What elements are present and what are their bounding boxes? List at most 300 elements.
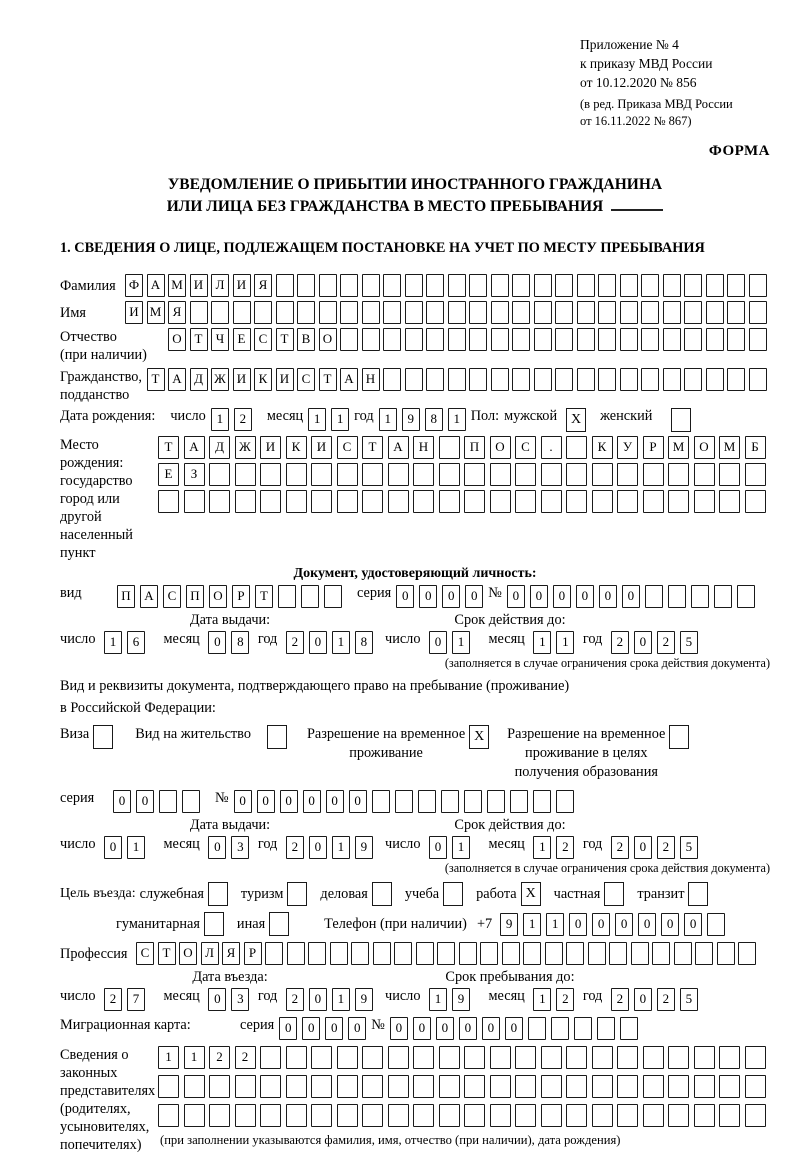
char-cell[interactable]: С (163, 585, 181, 608)
char-cell[interactable]: О (490, 436, 511, 459)
char-cell[interactable]: О (319, 328, 337, 351)
char-cell[interactable] (405, 301, 423, 324)
char-cell[interactable] (182, 790, 200, 813)
char-cell[interactable] (592, 1104, 613, 1127)
char-cell[interactable] (337, 463, 358, 486)
char-cell[interactable] (278, 585, 296, 608)
char-cell[interactable]: 0 (622, 585, 640, 608)
char-cell[interactable] (533, 790, 551, 813)
char-cell[interactable] (641, 328, 659, 351)
char-cell[interactable]: К (592, 436, 613, 459)
char-cell[interactable] (620, 1017, 638, 1040)
char-cell[interactable] (265, 942, 283, 965)
char-cell[interactable] (706, 368, 724, 391)
char-cell[interactable] (577, 301, 595, 324)
char-cell[interactable]: П (186, 585, 204, 608)
char-cell[interactable] (311, 463, 332, 486)
char-cell[interactable] (749, 368, 767, 391)
char-cell[interactable] (158, 490, 179, 513)
char-cell[interactable]: 2 (209, 1046, 230, 1069)
char-cell[interactable]: 0 (507, 585, 525, 608)
char-cell[interactable] (159, 790, 177, 813)
char-cell[interactable]: 6 (127, 631, 145, 654)
purpose-humanitarian-checkbox[interactable] (204, 912, 224, 936)
char-cell[interactable]: Т (158, 942, 176, 965)
char-cell[interactable]: Т (276, 328, 294, 351)
char-cell[interactable] (351, 942, 369, 965)
char-cell[interactable]: 1 (184, 1046, 205, 1069)
char-cell[interactable]: 0 (429, 631, 447, 654)
char-cell[interactable] (490, 1046, 511, 1069)
char-cell[interactable] (694, 1075, 715, 1098)
char-cell[interactable] (643, 463, 664, 486)
char-cell[interactable] (158, 1075, 179, 1098)
char-cell[interactable] (260, 1046, 281, 1069)
char-cell[interactable] (158, 1104, 179, 1127)
char-cell[interactable]: О (209, 585, 227, 608)
char-cell[interactable] (534, 274, 552, 297)
char-cell[interactable] (551, 1017, 569, 1040)
char-cell[interactable] (491, 274, 509, 297)
char-cell[interactable]: 1 (556, 631, 574, 654)
char-cell[interactable]: К (286, 436, 307, 459)
purpose-tourism-checkbox[interactable] (287, 882, 307, 906)
char-cell[interactable] (555, 368, 573, 391)
char-cell[interactable] (745, 1046, 766, 1069)
char-cell[interactable] (620, 274, 638, 297)
char-cell[interactable] (235, 1104, 256, 1127)
char-cell[interactable] (668, 463, 689, 486)
char-cell[interactable]: 2 (286, 836, 304, 859)
char-cell[interactable] (311, 1046, 332, 1069)
char-cell[interactable]: 1 (533, 836, 551, 859)
char-cell[interactable] (184, 1075, 205, 1098)
char-cell[interactable] (641, 301, 659, 324)
char-cell[interactable]: 9 (355, 836, 373, 859)
char-cell[interactable] (260, 1075, 281, 1098)
char-cell[interactable] (209, 490, 230, 513)
char-cell[interactable]: Н (413, 436, 434, 459)
char-cell[interactable] (515, 490, 536, 513)
gender-male-checkbox[interactable]: X (566, 408, 586, 432)
char-cell[interactable] (695, 942, 713, 965)
char-cell[interactable] (714, 585, 732, 608)
char-cell[interactable] (413, 1104, 434, 1127)
char-cell[interactable]: Е (233, 328, 251, 351)
char-cell[interactable]: У (617, 436, 638, 459)
char-cell[interactable] (330, 942, 348, 965)
char-cell[interactable]: 0 (208, 836, 226, 859)
char-cell[interactable] (464, 463, 485, 486)
char-cell[interactable]: И (276, 368, 294, 391)
char-cell[interactable]: 0 (396, 585, 414, 608)
char-cell[interactable] (448, 274, 466, 297)
char-cell[interactable] (383, 274, 401, 297)
char-cell[interactable] (464, 1104, 485, 1127)
char-cell[interactable]: 0 (592, 913, 610, 936)
char-cell[interactable] (577, 368, 595, 391)
char-cell[interactable] (491, 301, 509, 324)
char-cell[interactable] (439, 1075, 460, 1098)
char-cell[interactable] (598, 301, 616, 324)
char-cell[interactable] (235, 1075, 256, 1098)
char-cell[interactable] (260, 1104, 281, 1127)
char-cell[interactable] (439, 463, 460, 486)
char-cell[interactable]: 7 (127, 988, 145, 1011)
char-cell[interactable] (490, 490, 511, 513)
char-cell[interactable] (337, 1046, 358, 1069)
char-cell[interactable] (719, 463, 740, 486)
char-cell[interactable] (674, 942, 692, 965)
char-cell[interactable] (311, 1075, 332, 1098)
char-cell[interactable] (394, 942, 412, 965)
char-cell[interactable] (534, 328, 552, 351)
char-cell[interactable] (337, 1104, 358, 1127)
char-cell[interactable]: 0 (638, 913, 656, 936)
char-cell[interactable] (631, 942, 649, 965)
char-cell[interactable] (512, 368, 530, 391)
char-cell[interactable]: Ф (125, 274, 143, 297)
char-cell[interactable]: 1 (331, 408, 349, 431)
char-cell[interactable]: 0 (684, 913, 702, 936)
char-cell[interactable]: 0 (390, 1017, 408, 1040)
char-cell[interactable]: 0 (104, 836, 122, 859)
char-cell[interactable] (694, 490, 715, 513)
char-cell[interactable]: 0 (465, 585, 483, 608)
char-cell[interactable]: Л (211, 274, 229, 297)
char-cell[interactable] (426, 274, 444, 297)
char-cell[interactable]: 1 (523, 913, 541, 936)
char-cell[interactable]: С (297, 368, 315, 391)
char-cell[interactable]: О (168, 328, 186, 351)
char-cell[interactable] (319, 274, 337, 297)
char-cell[interactable]: 0 (279, 1017, 297, 1040)
char-cell[interactable] (287, 942, 305, 965)
char-cell[interactable] (597, 1017, 615, 1040)
char-cell[interactable] (727, 301, 745, 324)
char-cell[interactable]: 9 (452, 988, 470, 1011)
char-cell[interactable]: Р (643, 436, 664, 459)
char-cell[interactable] (745, 490, 766, 513)
char-cell[interactable] (534, 301, 552, 324)
char-cell[interactable] (437, 942, 455, 965)
char-cell[interactable] (643, 1046, 664, 1069)
char-cell[interactable]: 0 (349, 790, 367, 813)
char-cell[interactable] (555, 328, 573, 351)
char-cell[interactable] (491, 328, 509, 351)
char-cell[interactable] (439, 1046, 460, 1069)
char-cell[interactable]: И (233, 368, 251, 391)
char-cell[interactable] (617, 463, 638, 486)
char-cell[interactable]: А (140, 585, 158, 608)
char-cell[interactable]: Д (190, 368, 208, 391)
char-cell[interactable] (566, 1046, 587, 1069)
char-cell[interactable] (691, 585, 709, 608)
char-cell[interactable] (373, 942, 391, 965)
char-cell[interactable]: 0 (325, 1017, 343, 1040)
char-cell[interactable] (362, 463, 383, 486)
char-cell[interactable]: 0 (113, 790, 131, 813)
char-cell[interactable] (405, 274, 423, 297)
char-cell[interactable]: А (340, 368, 358, 391)
char-cell[interactable] (523, 942, 541, 965)
char-cell[interactable] (324, 585, 342, 608)
char-cell[interactable]: 0 (309, 631, 327, 654)
char-cell[interactable] (694, 1104, 715, 1127)
char-cell[interactable] (694, 463, 715, 486)
char-cell[interactable] (439, 1104, 460, 1127)
char-cell[interactable] (413, 490, 434, 513)
char-cell[interactable]: Ж (235, 436, 256, 459)
char-cell[interactable]: 8 (355, 631, 373, 654)
char-cell[interactable] (556, 790, 574, 813)
char-cell[interactable]: 0 (309, 988, 327, 1011)
char-cell[interactable] (362, 301, 380, 324)
char-cell[interactable]: 0 (280, 790, 298, 813)
char-cell[interactable] (727, 368, 745, 391)
char-cell[interactable]: 3 (231, 988, 249, 1011)
char-cell[interactable] (439, 490, 460, 513)
char-cell[interactable] (620, 368, 638, 391)
char-cell[interactable] (260, 490, 281, 513)
char-cell[interactable]: Л (201, 942, 219, 965)
char-cell[interactable]: 0 (429, 836, 447, 859)
char-cell[interactable] (413, 1046, 434, 1069)
char-cell[interactable]: И (260, 436, 281, 459)
char-cell[interactable] (448, 368, 466, 391)
char-cell[interactable] (413, 1075, 434, 1098)
char-cell[interactable] (749, 328, 767, 351)
char-cell[interactable]: 1 (104, 631, 122, 654)
char-cell[interactable] (388, 490, 409, 513)
char-cell[interactable] (745, 1075, 766, 1098)
char-cell[interactable] (308, 942, 326, 965)
char-cell[interactable]: М (719, 436, 740, 459)
char-cell[interactable] (592, 1075, 613, 1098)
char-cell[interactable] (592, 463, 613, 486)
char-cell[interactable]: Я (222, 942, 240, 965)
char-cell[interactable] (340, 274, 358, 297)
char-cell[interactable] (620, 301, 638, 324)
char-cell[interactable]: О (694, 436, 715, 459)
char-cell[interactable] (448, 328, 466, 351)
char-cell[interactable]: Т (362, 436, 383, 459)
purpose-work-checkbox[interactable]: X (521, 882, 541, 906)
char-cell[interactable] (426, 301, 444, 324)
purpose-study-checkbox[interactable] (443, 882, 463, 906)
char-cell[interactable]: 2 (657, 988, 675, 1011)
char-cell[interactable]: 0 (348, 1017, 366, 1040)
char-cell[interactable]: 2 (556, 836, 574, 859)
char-cell[interactable] (663, 368, 681, 391)
char-cell[interactable] (577, 328, 595, 351)
char-cell[interactable] (668, 1046, 689, 1069)
char-cell[interactable] (383, 328, 401, 351)
char-cell[interactable]: 1 (332, 631, 350, 654)
char-cell[interactable]: 0 (234, 790, 252, 813)
char-cell[interactable] (555, 301, 573, 324)
char-cell[interactable]: 3 (231, 836, 249, 859)
char-cell[interactable] (566, 1075, 587, 1098)
residence-permit-checkbox[interactable] (267, 725, 287, 749)
char-cell[interactable] (719, 1104, 740, 1127)
char-cell[interactable] (184, 490, 205, 513)
char-cell[interactable] (663, 274, 681, 297)
char-cell[interactable] (469, 368, 487, 391)
char-cell[interactable]: 1 (452, 836, 470, 859)
char-cell[interactable] (235, 463, 256, 486)
char-cell[interactable] (566, 436, 587, 459)
char-cell[interactable] (545, 942, 563, 965)
char-cell[interactable] (362, 1075, 383, 1098)
char-cell[interactable]: С (337, 436, 358, 459)
char-cell[interactable] (706, 301, 724, 324)
char-cell[interactable]: 2 (104, 988, 122, 1011)
char-cell[interactable] (480, 942, 498, 965)
char-cell[interactable]: 0 (505, 1017, 523, 1040)
char-cell[interactable] (598, 368, 616, 391)
char-cell[interactable] (233, 301, 251, 324)
char-cell[interactable] (684, 368, 702, 391)
char-cell[interactable] (340, 328, 358, 351)
char-cell[interactable] (719, 1075, 740, 1098)
char-cell[interactable] (598, 328, 616, 351)
char-cell[interactable]: 0 (136, 790, 154, 813)
char-cell[interactable] (598, 274, 616, 297)
purpose-private-checkbox[interactable] (604, 882, 624, 906)
char-cell[interactable] (620, 328, 638, 351)
char-cell[interactable] (592, 1046, 613, 1069)
purpose-transit-checkbox[interactable] (688, 882, 708, 906)
char-cell[interactable] (707, 913, 725, 936)
char-cell[interactable] (490, 1075, 511, 1098)
char-cell[interactable]: И (233, 274, 251, 297)
char-cell[interactable] (286, 490, 307, 513)
char-cell[interactable] (663, 328, 681, 351)
char-cell[interactable] (487, 790, 505, 813)
char-cell[interactable]: 2 (556, 988, 574, 1011)
char-cell[interactable] (510, 790, 528, 813)
char-cell[interactable]: В (297, 328, 315, 351)
char-cell[interactable] (541, 1104, 562, 1127)
char-cell[interactable]: 2 (286, 631, 304, 654)
char-cell[interactable] (405, 368, 423, 391)
char-cell[interactable] (749, 301, 767, 324)
char-cell[interactable]: И (311, 436, 332, 459)
char-cell[interactable] (555, 274, 573, 297)
char-cell[interactable] (337, 1075, 358, 1098)
char-cell[interactable] (719, 1046, 740, 1069)
char-cell[interactable]: 5 (680, 631, 698, 654)
char-cell[interactable] (235, 490, 256, 513)
char-cell[interactable] (276, 274, 294, 297)
char-cell[interactable]: А (388, 436, 409, 459)
char-cell[interactable]: 1 (127, 836, 145, 859)
char-cell[interactable] (706, 328, 724, 351)
char-cell[interactable] (448, 301, 466, 324)
char-cell[interactable]: 2 (657, 836, 675, 859)
char-cell[interactable] (362, 274, 380, 297)
char-cell[interactable]: 0 (326, 790, 344, 813)
char-cell[interactable]: Т (158, 436, 179, 459)
char-cell[interactable]: 2 (611, 988, 629, 1011)
char-cell[interactable]: Р (232, 585, 250, 608)
char-cell[interactable] (301, 585, 319, 608)
char-cell[interactable] (668, 585, 686, 608)
char-cell[interactable] (574, 1017, 592, 1040)
char-cell[interactable] (727, 274, 745, 297)
char-cell[interactable]: 0 (302, 1017, 320, 1040)
char-cell[interactable] (588, 942, 606, 965)
char-cell[interactable]: 0 (208, 988, 226, 1011)
char-cell[interactable]: 9 (355, 988, 373, 1011)
char-cell[interactable]: 1 (448, 408, 466, 431)
visa-checkbox[interactable] (93, 725, 113, 749)
char-cell[interactable]: 0 (576, 585, 594, 608)
char-cell[interactable] (490, 463, 511, 486)
char-cell[interactable] (684, 328, 702, 351)
char-cell[interactable] (362, 1104, 383, 1127)
char-cell[interactable] (566, 490, 587, 513)
char-cell[interactable] (388, 463, 409, 486)
char-cell[interactable] (512, 301, 530, 324)
char-cell[interactable] (464, 490, 485, 513)
char-cell[interactable]: 0 (482, 1017, 500, 1040)
temp-residence-checkbox[interactable]: X (469, 725, 489, 749)
char-cell[interactable] (541, 1046, 562, 1069)
char-cell[interactable] (617, 1104, 638, 1127)
char-cell[interactable] (362, 490, 383, 513)
char-cell[interactable] (643, 1104, 664, 1127)
char-cell[interactable] (566, 1104, 587, 1127)
char-cell[interactable]: 1 (452, 631, 470, 654)
char-cell[interactable]: С (136, 942, 154, 965)
char-cell[interactable]: О (179, 942, 197, 965)
char-cell[interactable] (645, 585, 663, 608)
char-cell[interactable] (490, 1104, 511, 1127)
char-cell[interactable]: Т (190, 328, 208, 351)
char-cell[interactable]: Ч (211, 328, 229, 351)
char-cell[interactable]: 1 (158, 1046, 179, 1069)
char-cell[interactable] (388, 1046, 409, 1069)
char-cell[interactable] (286, 1104, 307, 1127)
char-cell[interactable] (541, 1075, 562, 1098)
char-cell[interactable] (694, 1046, 715, 1069)
char-cell[interactable]: 0 (303, 790, 321, 813)
char-cell[interactable] (641, 368, 659, 391)
char-cell[interactable] (209, 1075, 230, 1098)
char-cell[interactable]: С (515, 436, 536, 459)
char-cell[interactable]: Я (168, 301, 186, 324)
char-cell[interactable]: 5 (680, 988, 698, 1011)
char-cell[interactable]: М (147, 301, 165, 324)
char-cell[interactable] (405, 328, 423, 351)
char-cell[interactable]: 0 (436, 1017, 454, 1040)
char-cell[interactable]: А (168, 368, 186, 391)
char-cell[interactable] (418, 790, 436, 813)
char-cell[interactable] (297, 301, 315, 324)
char-cell[interactable]: Б (745, 436, 766, 459)
char-cell[interactable]: П (117, 585, 135, 608)
temp-residence-edu-checkbox[interactable] (669, 725, 689, 749)
char-cell[interactable] (541, 463, 562, 486)
char-cell[interactable]: 0 (661, 913, 679, 936)
char-cell[interactable] (706, 274, 724, 297)
char-cell[interactable] (441, 790, 459, 813)
char-cell[interactable]: 0 (599, 585, 617, 608)
char-cell[interactable] (459, 942, 477, 965)
char-cell[interactable]: 9 (500, 913, 518, 936)
